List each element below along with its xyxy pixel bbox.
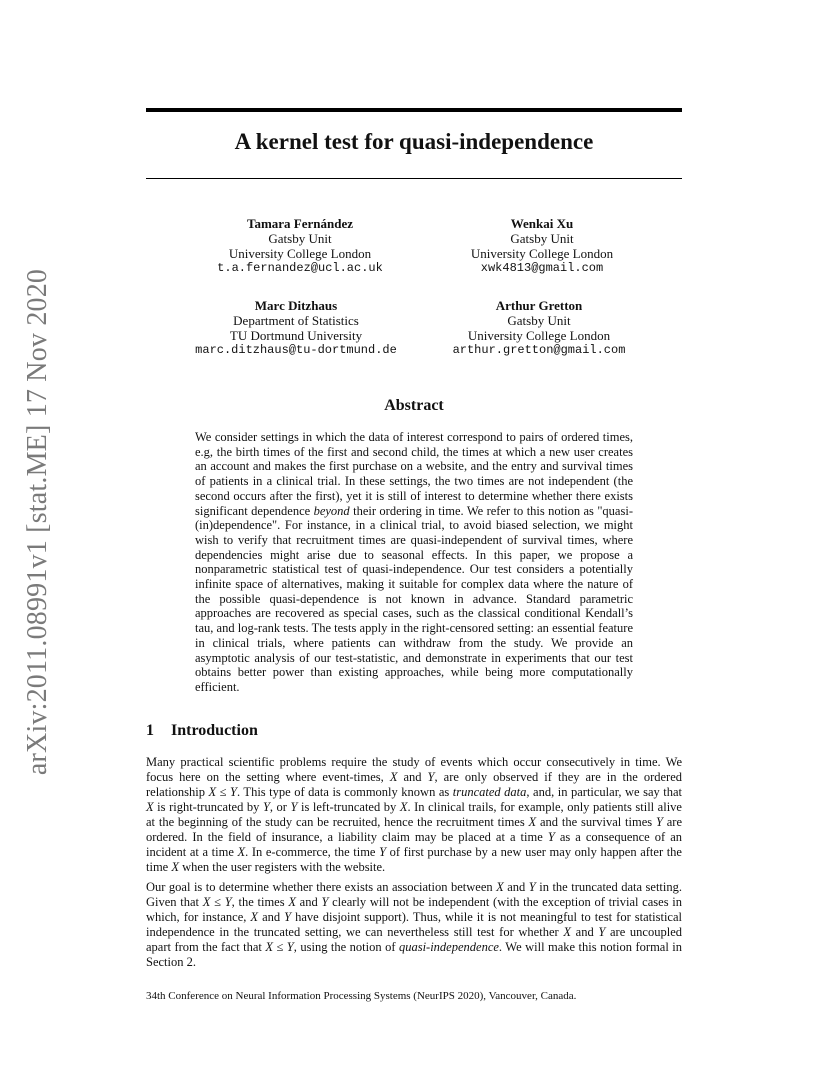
section-title: Introduction bbox=[171, 722, 258, 739]
author-block bbox=[412, 216, 672, 276]
arxiv-identifier bbox=[18, 268, 58, 776]
author-name: Tamara Fernández bbox=[246, 216, 354, 231]
intro-paragraph-1: Many practical scientific problems require the study of events which occur consecutively in time. We focus here on the setting where event-times, X and Y, are only observed if they are in the ordered relationship X ≤ Y. This type of data is commonly known as truncated data, and, in particular, we say that X is right-truncated by Y, or Y is left-truncated by X. In clinical trails, for example, only patients still alive at the beginning of the study can be recruited, hence the recruitment times X and the survival times Y are ordered. In the field of insurance, a liability claim may be placed at a time Y as a consequence of an incident at a time X. In e-commerce, the time Y of first purchase by a new user may only happen after the time X when the user registers with the website. bbox=[146, 755, 683, 874]
author-name: Marc Ditzhaus bbox=[254, 298, 338, 313]
author-block bbox=[166, 298, 426, 358]
author-dept: Department of Statistics bbox=[233, 313, 359, 328]
author-dept: Gatsby Unit bbox=[268, 231, 332, 246]
section-heading bbox=[146, 722, 258, 740]
abstract-heading: Abstract bbox=[384, 397, 444, 414]
paper-title: A kernel test for quasi-independence bbox=[234, 129, 594, 154]
author-affiliation: University College London bbox=[467, 328, 611, 343]
author-affiliation: TU Dortmund University bbox=[229, 328, 363, 343]
author-block bbox=[170, 216, 430, 276]
author-dept: Gatsby Unit bbox=[510, 231, 574, 246]
author-email[interactable]: t.a.fernandez@ucl.ac.uk bbox=[217, 261, 383, 275]
author-email[interactable]: marc.ditzhaus@tu-dortmund.de bbox=[195, 343, 397, 357]
abstract-text-part: their ordering in time. We refer to this notion as "quasi-(in)dependence". For instance, in a clinical trial, to avoid biased selection, we might wish to verify that recruitment times are quasi-independent of survival times, where dependencies might arise due to seasonal effects. In this paper, we propose a nonparametric statistical test of quasi-independence. Our test considers a potentially infinite space of alternatives, making it suitable for complex data where the nature of the possible quasi-dependence is not known in advance. Standard parametric approaches are recovered as special cases, such as the classical conditional Kendall’s tau, and log-rank tests. The tests apply in the right-censored setting: an essential feature in clinical trials, where patients can withdraw from the study. We provide an asymptotic analysis of our test-statistic, and demonstrate in experiments that our test obtains better power than existing approaches, while being more computationally efficient. bbox=[195, 503, 633, 694]
title-top-rule bbox=[146, 108, 682, 112]
abstract-emphasis: beyond bbox=[313, 503, 350, 518]
author-name: Arthur Gretton bbox=[495, 298, 583, 313]
arxiv-identifier-text: arXiv:2011.08991v1 [stat.ME] 17 Nov 2020 bbox=[22, 268, 53, 776]
author-affiliation: University College London bbox=[228, 246, 372, 261]
abstract-text bbox=[195, 430, 633, 695]
section-number: 1 bbox=[146, 722, 154, 739]
author-dept: Gatsby Unit bbox=[507, 313, 571, 328]
abstract-text-part: We consider settings in which the data of interest correspond to pairs of ordered times, e.g, the birth times of the first and second child, the times at which a new user creates an account and makes the first purchase on a website, and the entry and survival times of patients in a clinical trial. In these settings, the two times are not independent (the second occurs after the first), yet it is still of interest to determine whether there exists significant dependence bbox=[195, 430, 633, 518]
conference-footnote: 34th Conference on Neural Information Processing Systems (NeurIPS 2020), Vancouver, Canada. bbox=[146, 990, 577, 1002]
author-affiliation: University College London bbox=[470, 246, 614, 261]
author-name: Wenkai Xu bbox=[510, 216, 574, 231]
author-email[interactable]: arthur.gretton@gmail.com bbox=[452, 343, 626, 357]
author-block bbox=[409, 298, 669, 358]
title-bottom-rule bbox=[146, 178, 682, 179]
author-email[interactable]: xwk4813@gmail.com bbox=[480, 261, 604, 275]
intro-paragraph-2: Our goal is to determine whether there exists an association between X and Y in the truncated data setting. Given that X ≤ Y, the times X and Y clearly will not be independent (with the exception of trivial cases in which, for instance, X and Y have disjoint support). Thus, while it is not meaningful to test for statistical independence in the truncated setting, we can nevertheless still test for whether X and Y are uncoupled apart from the fact that X ≤ Y, using the notion of quasi-independence. We will make this notion formal in Section 2. bbox=[146, 880, 683, 969]
